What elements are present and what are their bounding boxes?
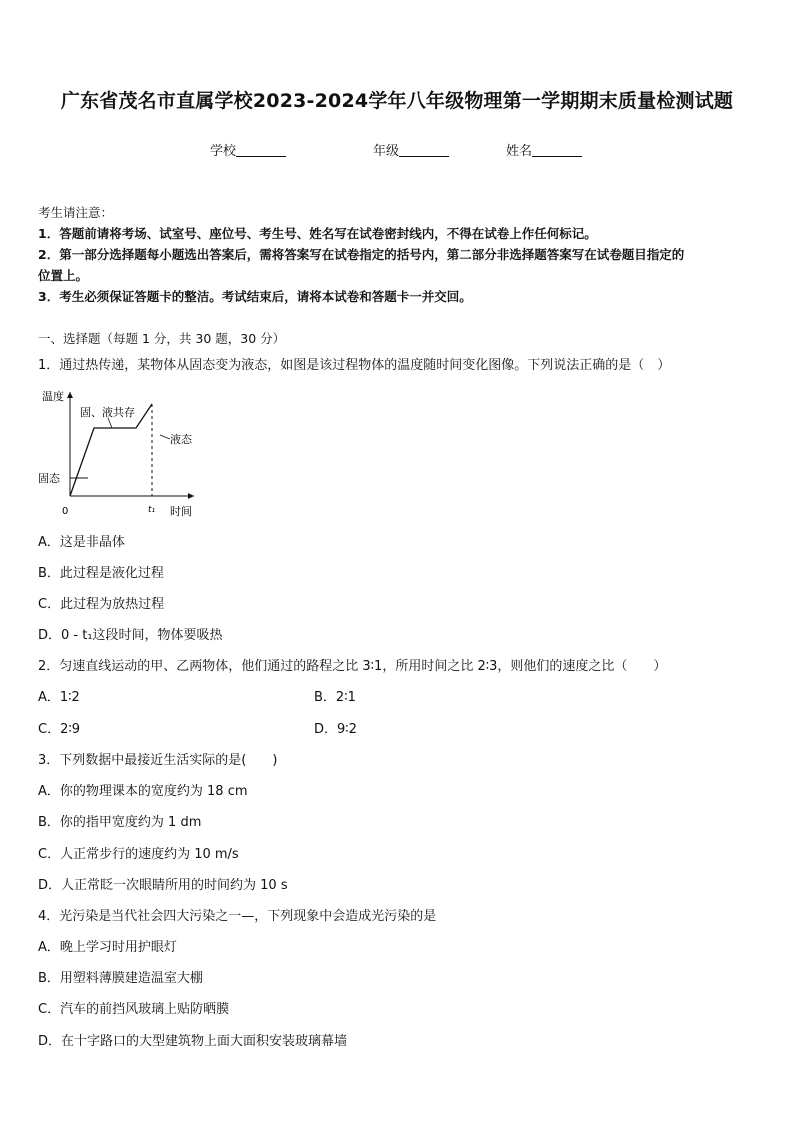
temperature-time-graph: [36, 386, 202, 520]
liquid-leader-line: [160, 435, 170, 439]
q2-option-c: C．2∶9: [38, 722, 81, 737]
q3-stem: 3．下列数据中最接近生活实际的是( ): [38, 753, 278, 768]
origin-label: 0: [62, 506, 69, 517]
q1-stem: 1．通过热传递，某物体从固态变为液态，如图是该过程物体的温度随时间变化图像。下列说法正确的是（ ）: [38, 358, 671, 373]
solid-label: 固态: [38, 472, 60, 485]
name-field: [506, 140, 582, 159]
school-field: [210, 140, 286, 159]
q1-option-d: D．0 - t₁这段时间，物体要吸热: [38, 628, 223, 643]
q2-option-d: D．9∶2: [314, 722, 357, 737]
q3-option-c: C．人正常步行的速度约为 10 m/s: [38, 847, 239, 862]
q4-option-b: B．用塑料薄膜建造温室大棚: [38, 971, 203, 986]
q1-option-a: A．这是非晶体: [38, 535, 125, 550]
q3-option-d: D．人正常眨一次眼睛所用的时间约为 10 s: [38, 878, 288, 893]
name-blank: [532, 144, 582, 157]
notice-item-2-cont: 位置上。: [38, 268, 89, 283]
q4-stem: 4．光污染是当代社会四大污染之一—，下列现象中会造成光污染的是: [38, 909, 437, 924]
school-blank: [236, 144, 286, 157]
t1-label: t₁: [148, 505, 156, 515]
exam-title: 广东省茂名市直属学校2023-2024学年八年级物理第一学期期末质量检测试题: [60, 90, 734, 112]
grade-blank: [399, 144, 449, 157]
section-heading: 一、选择题（每题 1 分，共 30 题，30 分）: [38, 331, 286, 346]
notice-item-3: 3．考生必须保证答题卡的整洁。考试结束后，请将本试卷和答题卡一并交回。: [38, 289, 472, 304]
q1-option-b: B．此过程是液化过程: [38, 566, 164, 581]
q2-option-a: A．1∶2: [38, 690, 80, 705]
mixed-leader-line: [108, 418, 112, 428]
q4-option-d: D．在十字路口的大型建筑物上面大面积安装玻璃幕墙: [38, 1034, 348, 1049]
q1-option-c: C．此过程为放热过程: [38, 597, 165, 612]
name-label: 姓名: [506, 144, 533, 159]
notice-item-2: 2．第一部分选择题每小题选出答案后，需将答案写在试卷指定的括号内，第二部分非选择题答案写在试卷题目指定的: [38, 247, 685, 262]
q2-option-b: B．2∶1: [314, 690, 356, 705]
q3-option-a: A．你的物理课本的宽度约为 18 cm: [38, 784, 248, 799]
x-axis-label: 时间: [170, 505, 192, 518]
grade-label: 年级: [373, 144, 400, 159]
mixed-label: 固、液共存: [80, 406, 135, 419]
q4-option-c: C．汽车的前挡风玻璃上贴防晒膜: [38, 1002, 230, 1017]
q3-option-b: B．你的指甲宽度约为 1 dm: [38, 815, 202, 830]
school-label: 学校: [210, 144, 237, 159]
q2-stem: 2．匀速直线运动的甲、乙两物体，他们通过的路程之比 3∶1，所用时间之比 2∶3，则他们的速度之比（ ）: [38, 659, 667, 674]
grade-field: [373, 140, 449, 159]
y-axis-label: 温度: [42, 390, 64, 403]
q4-option-a: A．晚上学习时用护眼灯: [38, 940, 177, 955]
notice-heading: 考生请注意：: [38, 205, 114, 220]
notice-item-1: 1．答题前请将考场、试室号、座位号、考生号、姓名写在试卷密封线内，不得在试卷上作任何标记。: [38, 226, 597, 241]
liquid-label: 液态: [170, 433, 192, 446]
